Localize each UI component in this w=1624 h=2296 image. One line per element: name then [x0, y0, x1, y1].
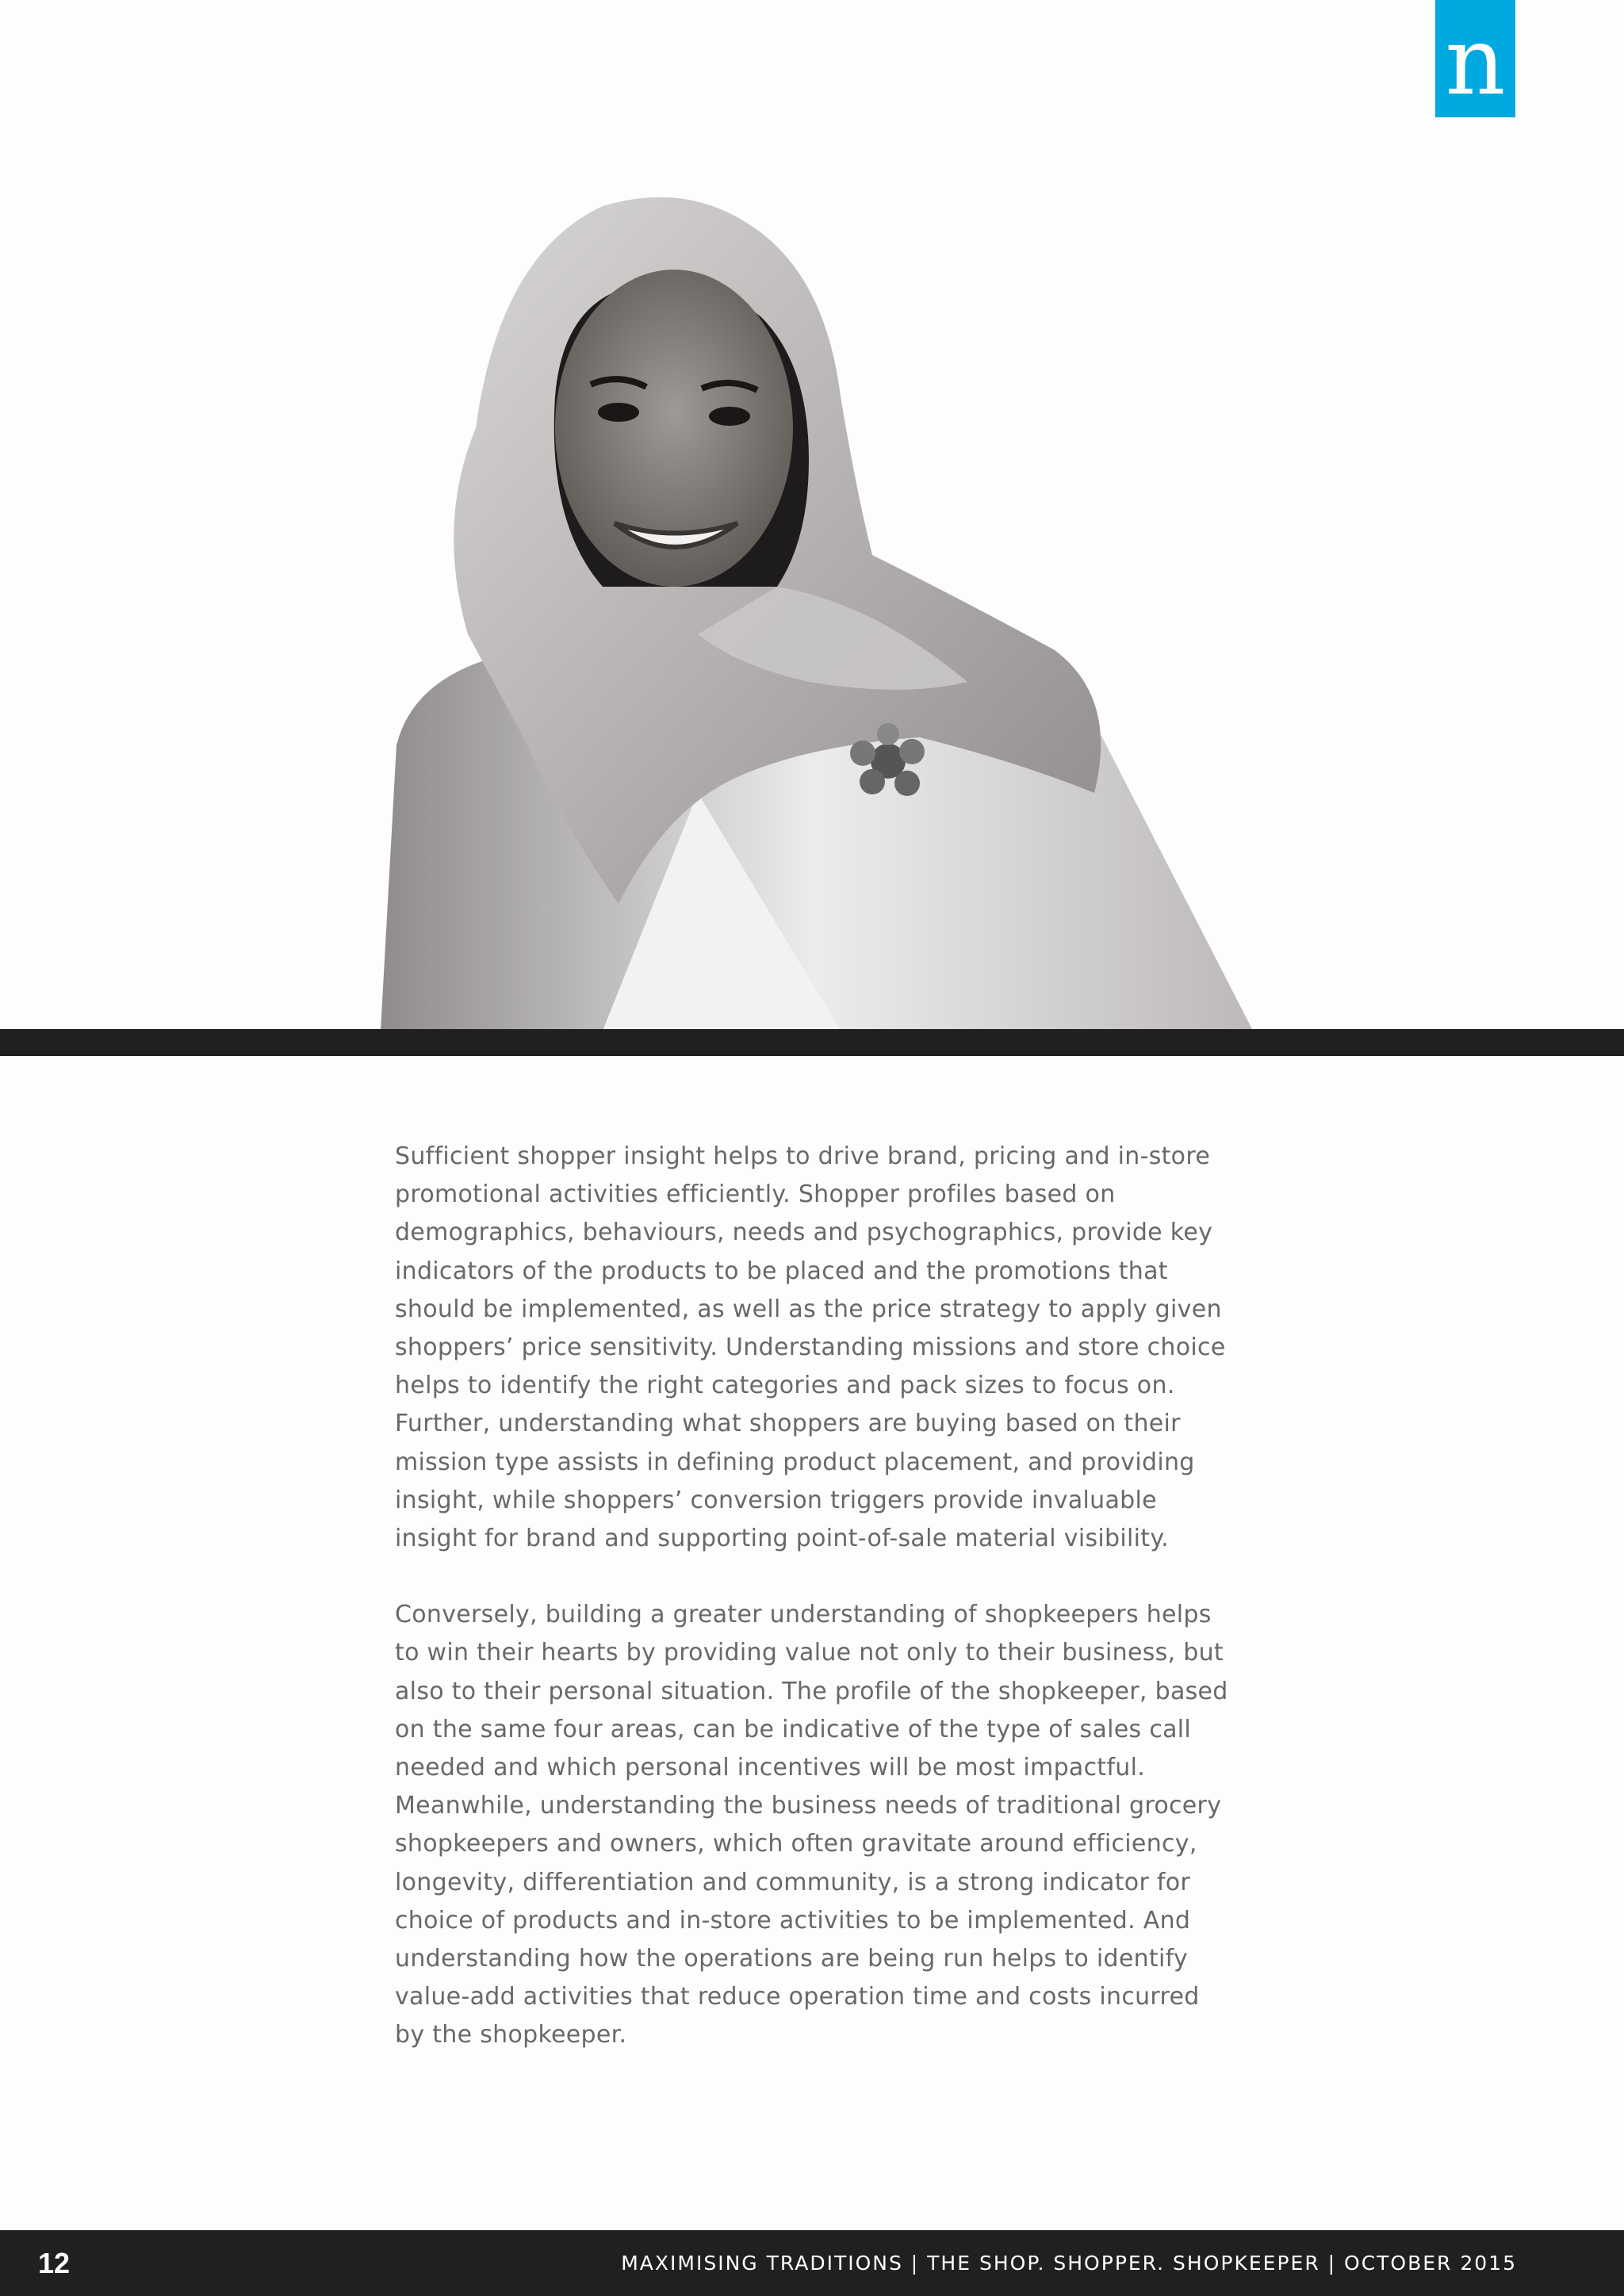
portrait-photo [365, 190, 1261, 1031]
paragraph-shopper-insight: Sufficient shopper insight helps to drive brand, pricing and in-store promotional activities efficiently. Shopper profiles based on demographics, behaviours, needs and psychographics, provide key indicators of the products to be placed and the promotions that should be implemented, as well as the price strategy to apply given shoppers’ price sensitivity. Understanding missions and store choice helps to identify the right categories and pack sizes to focus on. Further, understanding what shoppers are buying based on their mission type assists in defining product placement, and providing insight, while shoppers’ conversion triggers provide invaluable insight for brand and supporting point-of-sale material visibility. [395, 1142, 1226, 1553]
brand-logo-letter: n [1445, 6, 1506, 116]
page-number: 12 [38, 2247, 71, 2279]
brand-logo [1435, 0, 1515, 117]
paragraph-shopkeeper-understanding: Conversely, building a greater understanding of shopkeepers helps to win their hearts by providing value not only to their business, but also to their personal situation. The profile of the shopkeeper, based on the same four areas, can be indicative of the type of sales call needed and which personal incentives will be most impactful. Meanwhile, understanding the business needs of traditional grocery shopkeepers and owners, which often gravitate around efficiency, longevity, differentiation and community, is a strong indicator for choice of products and in-store activities to be implemented. And understanding how the operations are being run helps to identify value-add activities that reduce operation time and costs incurred by the shopkeeper. [395, 1601, 1228, 2049]
section-divider [0, 1029, 1624, 1056]
article-body [395, 1138, 1235, 2093]
portrait-illustration [365, 190, 1261, 1031]
page-footer [0, 2230, 1624, 2296]
footer-title: MAXIMISING TRADITIONS | THE SHOP. SHOPPER. SHOPKEEPER | OCTOBER 2015 [621, 2252, 1517, 2275]
